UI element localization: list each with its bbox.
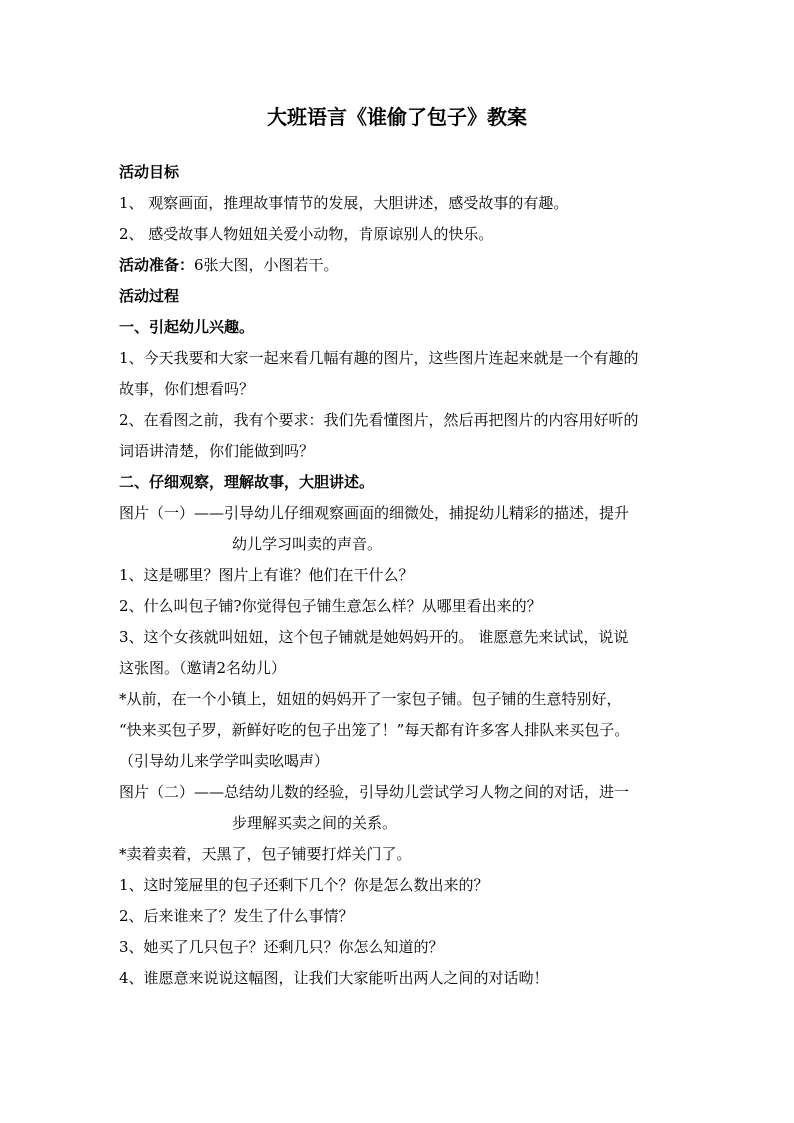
pic1-story-3: （引导幼儿来学学叫卖吆喝声） <box>119 752 330 770</box>
section1-line-4: 词语讲清楚，你们能做到吗？ <box>119 442 315 460</box>
section1-heading: 一、引起幼儿兴趣。 <box>119 318 255 336</box>
pic1-story-2: “快来买包子罗，新鲜好吃的包子出笼了！”每天都有许多客人排队来买包子。 <box>119 721 630 739</box>
process-heading: 活动过程 <box>119 287 180 305</box>
section1-line-1: 1、今天我要和大家一起来看几幅有趣的图片，这些图片连起来就是一个有趣的 <box>119 349 639 367</box>
pic2-item-1: *卖着卖着，天黑了，包子铺要打烊关门了。 <box>119 845 412 863</box>
goals-heading: 活动目标 <box>119 163 180 181</box>
pic1-question-2: 2、什么叫包子铺?你觉得包子铺生意怎么样？从哪里看出来的？ <box>119 597 542 615</box>
section1-line-3: 2、在看图之前，我有个要求：我们先看懂图片，然后再把图片的内容用好听的 <box>119 411 639 429</box>
pic1-line-1: 图片（一）——引导幼儿仔细观察画面的细微处，捕捉幼儿精彩的描述，提升 <box>119 504 630 522</box>
pic2-item-4: 3、她买了几只包子？还剩几只？你怎么知道的？ <box>119 938 444 956</box>
document-title: 大班语言《谁偷了包子》教案 <box>267 105 527 129</box>
pic1-story-1: *从前，在一个小镇上，妞妞的妈妈开了一家包子铺。包子铺的生意特别好， <box>119 690 622 708</box>
section2-heading: 二、仔细观察，理解故事，大胆讲述。 <box>119 473 375 491</box>
pic2-item-5: 4、谁愿意来说说这幅图，让我们大家能听出两人之间的对话呦！ <box>119 969 549 987</box>
pic1-line-2: 幼儿学习叫卖的声音。 <box>232 535 383 553</box>
goal-item-1: 1、 观察画面，推理故事情节的发展，大胆讲述，感受故事的有趣。 <box>119 194 569 212</box>
prep-label: 活动准备： <box>119 256 195 274</box>
prep-text: 6张大图，小图若干。 <box>194 256 339 274</box>
goal-item-2: 2、 感受故事人物妞妞关爱小动物，肯原谅别人的快乐。 <box>119 225 494 243</box>
pic2-line-1: 图片（二）——总结幼儿数的经验，引导幼儿尝试学习人物之间的对话，进一 <box>119 783 630 801</box>
pic1-question-4: 这张图。（邀请2名幼儿） <box>119 659 287 677</box>
pic2-item-3: 2、后来谁来了？发生了什么事情？ <box>119 907 354 925</box>
pic2-item-2: 1、这时笼屉里的包子还剩下几个？你是怎么数出来的？ <box>119 876 489 894</box>
pic2-line-2: 步理解买卖之间的关系。 <box>232 814 398 832</box>
prep-line <box>119 255 679 275</box>
section1-line-2: 故事，你们想看吗？ <box>119 380 255 398</box>
pic1-question-1: 1、这是哪里？图片上有谁？他们在干什么？ <box>119 566 414 584</box>
pic1-question-3: 3、这个女孩就叫妞妞，这个包子铺就是她妈妈开的。 谁愿意先来试试，说说 <box>119 628 629 646</box>
